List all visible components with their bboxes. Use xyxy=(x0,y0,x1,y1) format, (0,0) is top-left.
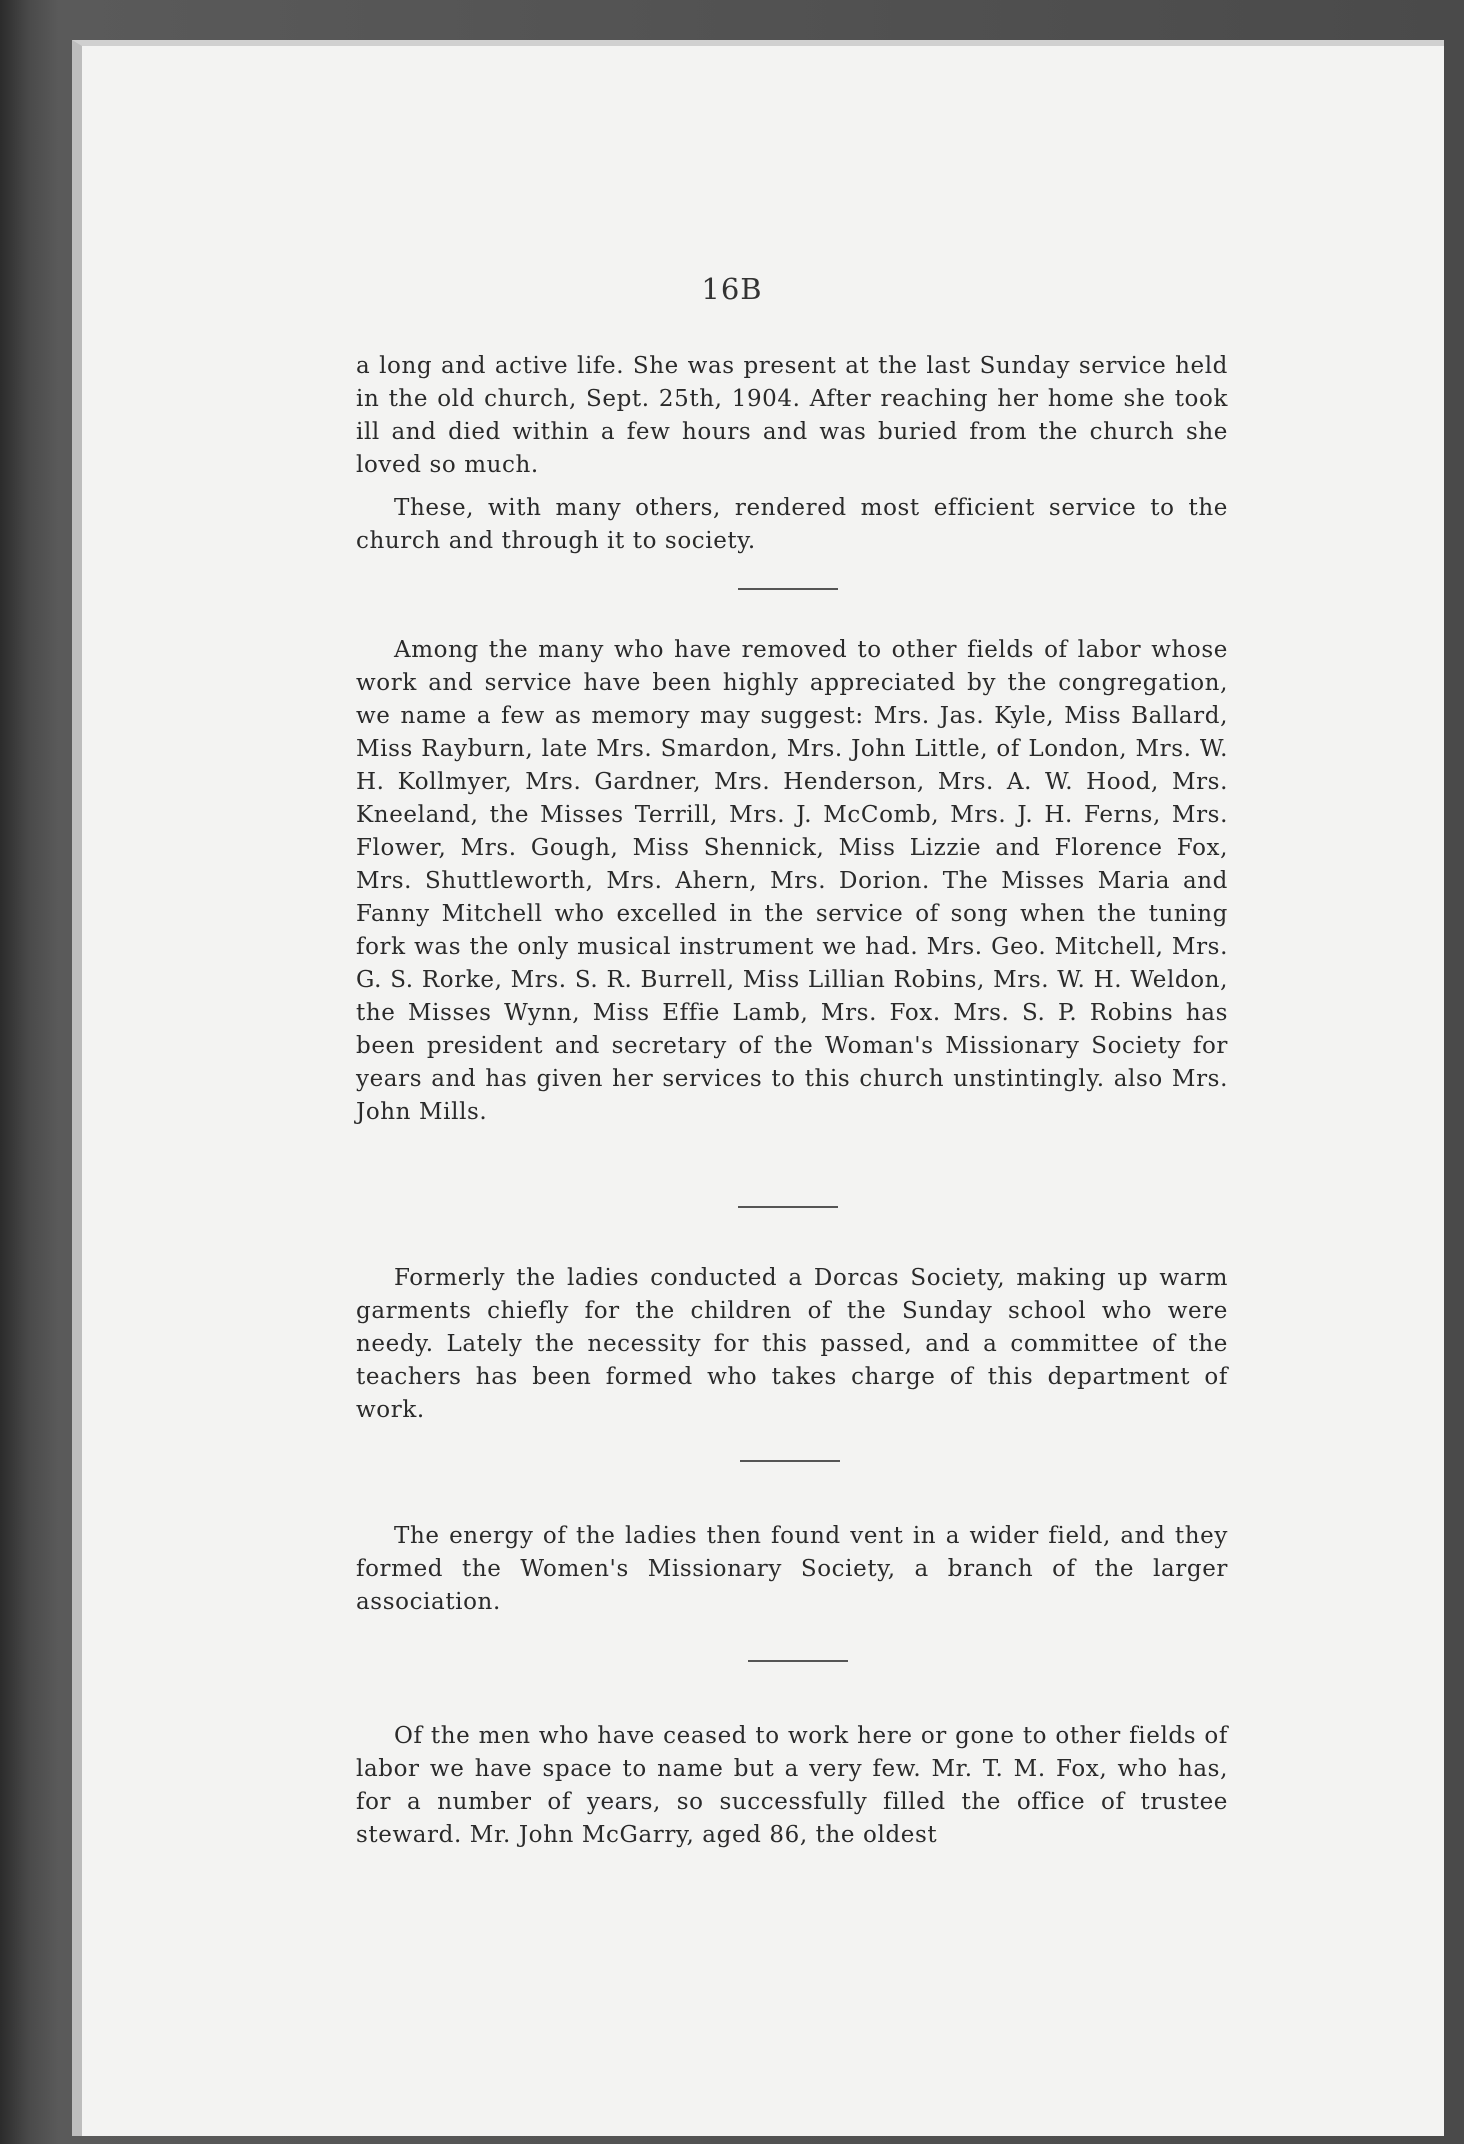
paragraph-2: These, with many others, rendered most efficient service to the church and through it to society. xyxy=(356,495,1228,554)
paragraph-1: a long and active life. She was present at the last Sunday service held in the old church, Sept. 25th, 1904. After reaching her home she took ill and died within a few hours and was buried from the church she loved so much. xyxy=(356,353,1228,478)
paragraph-4: Formerly the ladies conducted a Dorcas Society, making up warm garments chiefly for the children of the Sunday school who were needy. Lately the necessity for this passed, and a committee of the teachers has been formed who takes charge of this department of work. xyxy=(356,1265,1228,1423)
page-number: 16B xyxy=(701,272,763,306)
section-divider-1 xyxy=(738,588,838,590)
paragraph-3: Among the many who have removed to other fields of labor whose work and service have been highly appreciated by the congregation, we name a few as memory may suggest: Mrs. Jas. Kyle, Miss Ballard, Miss Rayburn, late Mrs. Smardon, Mrs. John Little, of London, Mrs. W. H. Kollmyer, Mrs. Gardner, Mrs. Henderson, Mrs. A. W. Hood, Mrs. Kneeland, the Misses Terrill, Mrs. J. McComb, Mrs. J. H. Ferns, Mrs. Flower, Mrs. Gough, Miss Shennick, Miss Lizzie and Florence Fox, Mrs. Shuttleworth, Mrs. Ahern, Mrs. Dorion. The Misses Maria and Fanny Mitchell who excelled in the service of song when the tuning fork was the only musical instrument we had. Mrs. Geo. Mitchell, Mrs. G. S. Rorke, Mrs. S. R. Burrell, Miss Lillian Robins, Mrs. W. H. Weldon, the Misses Wynn, Miss Effie Lamb, Mrs. Fox. Mrs. S. P. Robins has been president and secretary of the Woman's Missionary Society for years and has given her services to this church unstintingly. also Mrs. John Mills. xyxy=(356,637,1228,1125)
text-section-4 xyxy=(356,1520,1228,1629)
text-section-3 xyxy=(356,1262,1228,1437)
section-divider-2 xyxy=(738,1206,838,1208)
paragraph-6: Of the men who have ceased to work here or gone to other fields of labor we have space to name but a very few. Mr. T. M. Fox, who has, for a number of years, so successfully filled the office of trustee steward. Mr. John McGarry, aged 86, the oldest xyxy=(356,1723,1228,1848)
text-section-2 xyxy=(356,634,1228,1139)
paragraph-5: The energy of the ladies then found vent in a wider field, and they formed the Women's Missionary Society, a branch of the larger association. xyxy=(356,1523,1228,1615)
section-divider-4 xyxy=(748,1660,848,1662)
text-section-1 xyxy=(356,350,1228,568)
section-divider-3 xyxy=(740,1460,840,1462)
text-section-5 xyxy=(356,1720,1228,1862)
